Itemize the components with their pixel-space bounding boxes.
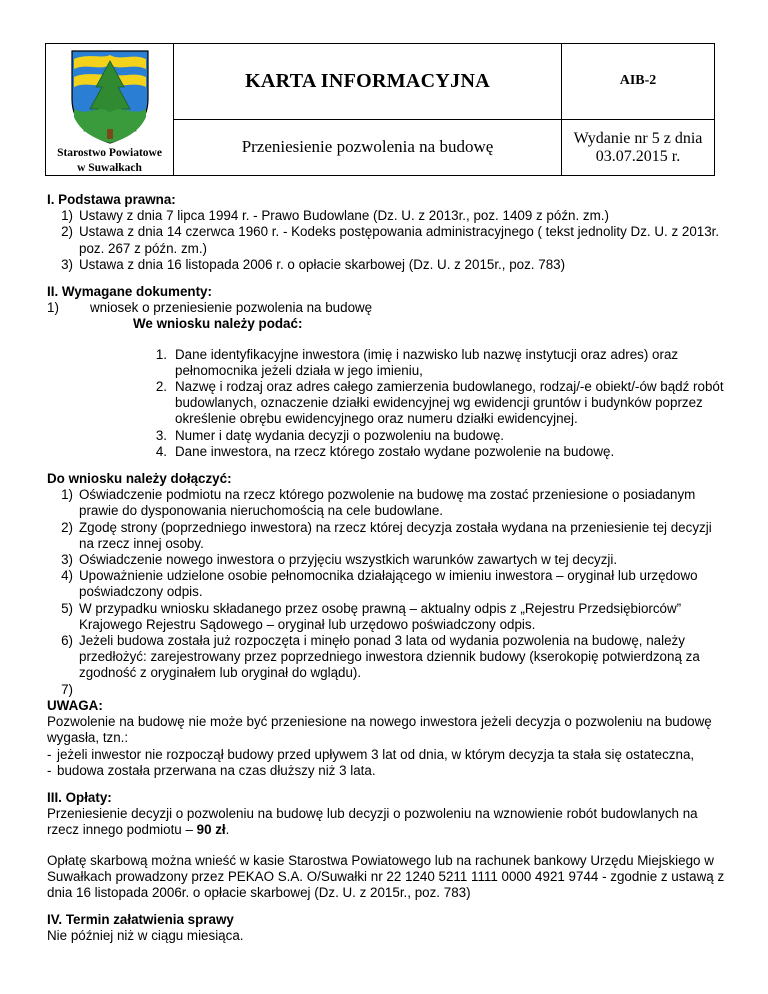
document-code: AIB-2 <box>562 44 715 120</box>
warning-bullet: - budowa została przerwana na czas dłuższy niż 3 lata. <box>47 762 376 778</box>
edition-line1: Wydanie nr 5 z dnia <box>573 129 703 147</box>
list-item: 2) Zgodę strony (poprzedniego inwestora) na rzecz której decyzja została wydana na przeniesienie tej decyzji na rzecz innej osoby. <box>61 519 712 551</box>
edition-line2: 03.07.2015 r. <box>595 147 681 165</box>
fee-text: Przeniesienie decyzji o pozwoleniu na budowę lub decyzji o pozwoleniu na wznowienie robót budowlanych na rzecz innego podmiotu – 90 zł. <box>47 806 698 838</box>
fee-amount: 90 zł <box>196 822 226 838</box>
list-item: 5) W przypadku wniosku składanego przez osobę prawną – aktualny odpis z „Rejestru Przedsiębiorców” Krajowego Rejestru Sądowego – oryginał lub urzędowo poświadczony odpis. <box>61 600 682 632</box>
list-item: 4. Dane inwestora, na rzecz którego zostało wydane pozwolenie na budowę. <box>155 443 615 459</box>
list-item: 1. Dane identyfikacyjne inwestora (imię i nazwisko lub nazwę instytucji oraz adres) oraz pełnomocnika jeżeli działa w jego imieniu, <box>155 346 679 378</box>
warning-bullet: - jeżeli inwestor nie rozpoczął budowy przed upływem 3 lat od dnia, w którym decyzja ta stała się ostateczna, <box>47 746 695 762</box>
payment-info: Opłatę skarbową można wnieść w kasie Starostwa Powiatowego lub na rachunek bankowy Urzędu Miejskiego w Suwałkach prowadzony przez PEKAO S.A. O/Suwałki nr 22 1240 5211 1111 0000 4921 9744 - zgodnie z ustawą z dnia 16 listopada 2006r. o opłacie skarbowej (Dz. U. z 2015r., poz. 783) <box>47 852 725 900</box>
office-name-line2: w Suwałkach <box>77 161 142 174</box>
coat-of-arms-icon <box>68 47 152 145</box>
section2-subheading: We wniosku należy podać: <box>133 316 303 332</box>
list-item: 3) Ustawa z dnia 16 listopada 2006 r. o opłacie skarbowej (Dz. U. z 2015r., poz. 783) <box>61 256 566 272</box>
section2-heading: II. Wymagane dokumenty: <box>47 284 212 300</box>
logo-cell <box>46 44 174 176</box>
list-item: 6) Jeżeli budowa została już rozpoczęta i minęło ponad 3 lata od wydania pozwolenia na budowę, należy przedłożyć: zarejestrowany przez poprzedniego inwestora dziennik budowy (kserokopię potwierdzoną za zgodność z oryginałem lub oryginał do wglądu). <box>61 633 700 681</box>
list-item: 1) wniosek o przeniesienie pozwolenia na budowę <box>47 300 373 316</box>
section4-heading: IV. Termin załatwienia sprawy <box>47 912 234 928</box>
warning-heading: UWAGA: <box>47 697 103 713</box>
list-item: 1) Oświadczenie podmiotu na rzecz którego pozwolenie na budowę ma zostać przeniesione o posiadanym prawie do dysponowania nieruchomością na cele budowlane. <box>61 487 696 519</box>
document-body <box>47 192 727 945</box>
list-item: 4) Upoważnienie udzielone osobie pełnomocnika działającego w imieniu inwestora – oryginał lub urzędowo poświadczony odpis. <box>61 568 698 600</box>
section1-heading: I. Podstawa prawna: <box>47 192 176 207</box>
document-title: KARTA INFORMACYJNA <box>174 44 562 120</box>
header-table <box>45 43 715 176</box>
list-item: 2. Nazwę i rodzaj oraz adres całego zamierzenia budowlanego, rodzaj/-e obiekt/-ów bądź robót budowlanych, oznaczenie działki ewidencyjnej wg ewidencji gruntów i budynków poprzez określenie obrębu ewidencyjnego oraz numeru działki ewidencyjnej. <box>155 379 724 427</box>
list-item: 2) Ustawa z dnia 14 czerwca 1960 r. - Kodeks postępowania administracyjnego ( tekst jednolity Dz. U. z 2013r. poz. 267 z późn. zm.) <box>61 224 720 256</box>
list-item: 7) <box>61 681 73 697</box>
deadline-text: Nie później niż w ciągu miesiąca. <box>47 928 244 944</box>
document-subject: Przeniesienie pozwolenia na budowę <box>174 120 562 176</box>
attachments-heading: Do wniosku należy dołączyć: <box>47 471 232 487</box>
warning-text: Pozwolenie na budowę nie może być przeniesione na nowego inwestora jeżeli decyzja o pozwoleniu na budowę wygasła, tzn.: <box>47 714 712 746</box>
office-name-line1: Starostwo Powiatowe <box>57 146 162 159</box>
list-item: 3) Oświadczenie nowego inwestora o przyjęciu wszystkich warunków zawartych w tej decyzji. <box>61 552 618 568</box>
list-item: 3. Numer i datę wydania decyzji o pozwoleniu na budowę. <box>155 427 505 443</box>
edition-info <box>562 120 715 176</box>
list-item: 1) Ustawy z dnia 7 lipca 1994 r. - Prawo Budowlane (Dz. U. z 2013r., poz. 1409 z późn. zm.) <box>61 208 609 224</box>
section3-heading: III. Opłaty: <box>47 789 112 805</box>
